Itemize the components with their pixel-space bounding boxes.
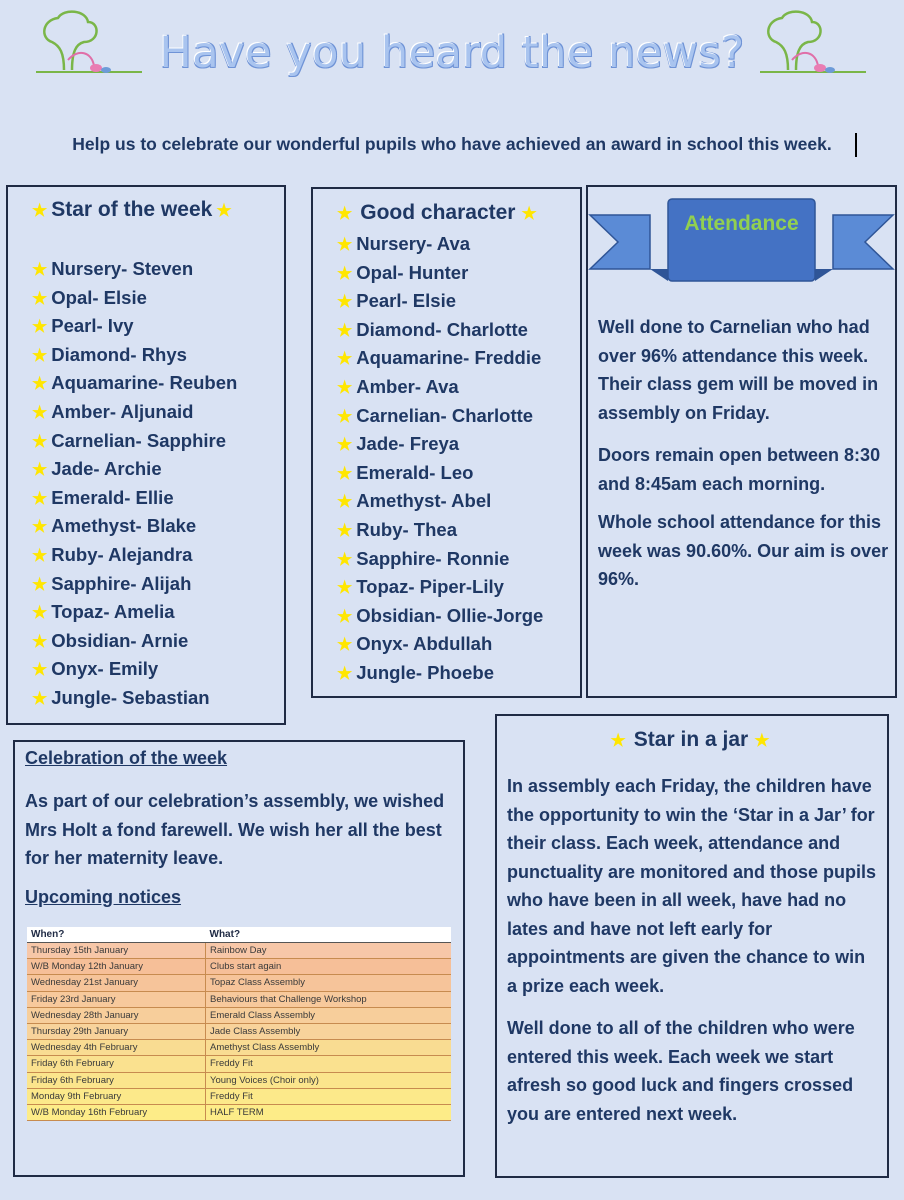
table-row (27, 975, 451, 991)
list-item: ★ Amethyst- Abel (337, 490, 492, 512)
star-icon: ★ (337, 578, 353, 598)
attendance-paragraph: Doors remain open between 8:30 and 8:45am each morning. (598, 445, 881, 494)
column-header: When? (27, 927, 206, 943)
list-item: ★ Onyx- Abdullah (337, 633, 493, 655)
star-icon: ★ (32, 603, 48, 623)
table-row (27, 991, 451, 1007)
list-item: ★ Opal- Hunter (337, 261, 469, 283)
star-icon: ★ (337, 235, 353, 254)
star-icon: ★ (337, 549, 353, 569)
table-row (27, 1040, 451, 1056)
list-item: ★ Nursery- Ava (337, 233, 471, 254)
star-of-week-list (32, 255, 237, 713)
star-in-jar-box (495, 714, 889, 1178)
list-item: ★ Jungle- Sebastian (32, 686, 210, 708)
list-item: ★ Diamond- Rhys (32, 343, 187, 365)
table-row (27, 1023, 451, 1039)
table-cell: Emerald Class Assembly (206, 1007, 452, 1023)
list-item: ★ Sapphire- Alijah (32, 572, 192, 594)
star-icon: ★ (337, 204, 353, 223)
star-icon: ★ (521, 204, 537, 223)
table-row (27, 1104, 451, 1120)
list-item: ★ Topaz- Piper-Lily (337, 576, 504, 598)
star-icon: ★ (337, 377, 353, 397)
good-character-title: Good character (360, 201, 516, 224)
list-item: ★ Nursery- Steven (32, 258, 194, 279)
table-cell: Wednesday 28th January (27, 1007, 206, 1023)
list-item: ★ Ruby- Thea (337, 518, 457, 540)
notices-heading: Upcoming notices (25, 887, 182, 907)
list-item: ★ Jungle- Phoebe (337, 661, 494, 683)
list-item: ★ Pearl- Elsie (337, 290, 457, 312)
star-in-jar-paragraph: Well done to all of the children who were entered this week. Each week we start afresh so good luck and fingers crossed you are entered next week. (507, 1018, 855, 1124)
good-character-box (311, 187, 582, 698)
attendance-paragraph: Whole school attendance for this week was 90.60%. Our aim is over 96%. (598, 512, 889, 589)
table-row (27, 943, 451, 959)
table-cell: Friday 23rd January (27, 991, 206, 1007)
star-icon: ★ (32, 345, 48, 365)
star-icon: ★ (337, 663, 353, 683)
list-item: ★ Diamond- Charlotte (337, 318, 528, 340)
star-icon: ★ (754, 731, 770, 750)
page-subtitle: Help us to celebrate our wonderful pupils who have achieved an award in school this week. (72, 134, 832, 154)
star-in-jar-heading (497, 728, 887, 752)
star-icon: ★ (32, 660, 48, 680)
table-cell: Rainbow Day (206, 943, 452, 959)
list-item: ★ Amber- Ava (337, 375, 459, 397)
list-item: ★ Opal- Elsie (32, 286, 147, 308)
table-cell: Friday 6th February (27, 1056, 206, 1072)
star-icon: ★ (32, 317, 48, 337)
list-item: ★ Pearl- Ivy (32, 315, 134, 337)
list-item: ★ Amber- Aljunaid (32, 400, 194, 422)
column-header: What? (206, 927, 452, 943)
star-icon: ★ (337, 435, 353, 455)
star-icon: ★ (337, 635, 353, 655)
star-icon: ★ (337, 463, 353, 483)
star-icon: ★ (337, 492, 353, 512)
star-of-week-box (6, 185, 286, 725)
celebration-text: As part of our celebration’s assembly, we wished Mrs Holt a fond farewell. We wish her all the best for her maternity leave. (25, 791, 445, 868)
star-icon: ★ (32, 545, 48, 565)
table-cell: Amethyst Class Assembly (206, 1040, 452, 1056)
list-item: ★ Carnelian- Charlotte (337, 404, 534, 426)
list-item: ★ Topaz- Amelia (32, 601, 175, 623)
star-icon: ★ (32, 517, 48, 537)
table-cell: Jade Class Assembly (206, 1023, 452, 1039)
star-icon: ★ (337, 406, 353, 426)
star-icon: ★ (32, 460, 48, 480)
list-item: ★ Emerald- Leo (337, 461, 474, 483)
table-cell: Friday 6th February (27, 1072, 206, 1088)
star-of-week-heading (32, 198, 236, 222)
list-item: ★ Jade- Archie (32, 458, 162, 480)
star-in-jar-text (507, 772, 877, 1128)
star-icon: ★ (32, 631, 48, 651)
attendance-paragraph: Well done to Carnelian who had over 96% attendance this week. Their class gem will be moved in assembly on Friday. (598, 317, 879, 423)
page-title: Have you heard the news? (159, 28, 745, 78)
list-item: ★ Obsidian- Arnie (32, 629, 189, 651)
star-icon: ★ (32, 402, 48, 422)
table-cell: Thursday 29th January (27, 1023, 206, 1039)
star-icon: ★ (32, 431, 48, 451)
star-icon: ★ (32, 574, 48, 594)
table-cell: Monday 9th February (27, 1088, 206, 1104)
list-item: ★ Emerald- Ellie (32, 486, 174, 508)
list-item: ★ Aquamarine- Reuben (32, 372, 238, 394)
list-item: ★ Obsidian- Ollie-Jorge (337, 604, 544, 626)
star-icon: ★ (32, 260, 48, 279)
list-item: ★ Aquamarine- Freddie (337, 347, 542, 369)
list-item: ★ Amethyst- Blake (32, 515, 197, 537)
table-cell: Behaviours that Challenge Workshop (206, 991, 452, 1007)
table-cell: Wednesday 4th February (27, 1040, 206, 1056)
table-cell: Wednesday 21st January (27, 975, 206, 991)
table-cell: W/B Monday 12th January (27, 959, 206, 975)
table-cell: Clubs start again (206, 959, 452, 975)
star-in-jar-title: Star in a jar (633, 728, 749, 751)
star-icon: ★ (337, 606, 353, 626)
table-cell: Freddy Fit (206, 1088, 452, 1104)
star-icon: ★ (32, 688, 48, 708)
table-cell: HALF TERM (206, 1104, 452, 1120)
attendance-box (586, 185, 897, 698)
star-icon: ★ (337, 263, 353, 283)
list-item: ★ Onyx- Emily (32, 658, 159, 680)
attendance-text (598, 313, 890, 594)
star-icon: ★ (337, 292, 353, 312)
star-icon: ★ (32, 201, 48, 220)
table-row (27, 1007, 451, 1023)
table-cell: Young Voices (Choir only) (206, 1072, 452, 1088)
list-item: ★ Jade- Freya (337, 433, 460, 455)
celebration-box (13, 740, 465, 1177)
table-row (27, 959, 451, 975)
text-cursor (855, 133, 857, 157)
list-item: ★ Sapphire- Ronnie (337, 547, 510, 569)
star-icon: ★ (337, 520, 353, 540)
ribbon-banner-icon (588, 197, 895, 287)
star-icon: ★ (337, 320, 353, 340)
star-icon: ★ (216, 201, 232, 220)
list-item: ★ Ruby- Alejandra (32, 543, 193, 565)
attendance-banner-text: Attendance (684, 212, 799, 235)
table-cell: Freddy Fit (206, 1056, 452, 1072)
table-header-row (27, 927, 451, 943)
table-cell: Topaz Class Assembly (206, 975, 452, 991)
star-icon: ★ (32, 288, 48, 308)
star-icon: ★ (32, 374, 48, 394)
table-cell: Thursday 15th January (27, 943, 206, 959)
celebration-heading: Celebration of the week (25, 748, 228, 768)
star-icon: ★ (337, 349, 353, 369)
star-icon: ★ (610, 731, 626, 750)
list-item: ★ Carnelian- Sapphire (32, 429, 227, 451)
star-icon: ★ (32, 488, 48, 508)
table-row (27, 1072, 451, 1088)
table-row (27, 1056, 451, 1072)
notices-table-wrap (27, 927, 451, 1121)
good-character-heading (337, 201, 541, 225)
star-in-jar-paragraph: In assembly each Friday, the children have the opportunity to win the ‘Star in a Jar’ for their class. Each week, attendance and punctuality are monitored and those pupils who have been in all week, have had no lates and have not left early for appointments are given the chance to win a prize each week. (507, 776, 877, 996)
notices-table (27, 927, 451, 1121)
star-of-week-title: Star of the week (51, 198, 213, 221)
good-character-list (337, 230, 543, 688)
table-row (27, 1088, 451, 1104)
table-cell: W/B Monday 16th February (27, 1104, 206, 1120)
